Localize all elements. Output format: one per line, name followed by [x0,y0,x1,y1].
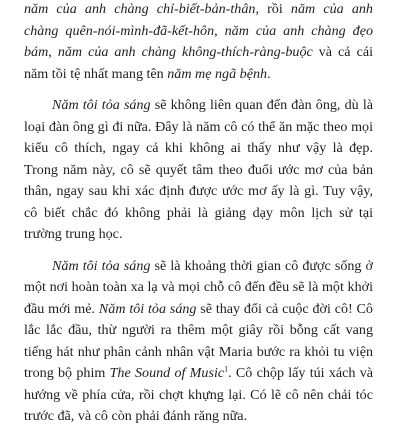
text-run: , [214,22,225,39]
text-run: năm của anh chàng quên-nói-mình-đã-kết-hôn [24,1,373,39]
text-run: sẽ không liên quan đến đàn ông, dù là loại đàn ông gì đi nữa. Đây là năm cô có thể ăn mặc theo mọi kiểu cô thích, ngay cả khi không ai thấy như vậy là đẹp. Trong năm này, cô sẽ quyết tâm theo đuổi ước mơ của bản thân, ngay sau khi xác định được ước mơ ấy là gì. Tuy vậy, cô biết chắc đó không phải là giảng dạy môn lịch sử tại trường trung học. [24,97,373,242]
text-run: sẽ là khoảng thời gian cô được sống ở một nơi hoàn toàn xa lạ và mọi chỗ cô đến đều sẽ là một khởi đầu mới mẻ. [24,257,374,317]
text-run: , [48,44,58,60]
text-run: Năm tôi tỏa sáng [52,257,151,274]
text-run: , rồi [255,1,291,17]
text-run: và cả cái năm tồi tệ nhất mang tên [24,44,373,82]
text-run: năm của anh chàng đẹo bám [24,22,373,60]
text-run: Năm tôi tỏa sáng [98,300,197,317]
text-run: sẽ thay đổi cả cuộc đời cô! Cô lắc lắc đầu, thừ người ra thêm một giây rồi bỗng cất vang tiếng hát như phân cảnh nhân vật Maria bước ra khỏi tu viện trong bộ phim [24,300,373,381]
text-run: Năm tôi tỏa sáng [52,97,151,113]
text-run: năm của anh chàng không-thích-ràng-buộc [57,44,313,60]
text-run: . [267,65,271,82]
footnote-marker: 1 [224,364,229,374]
text-run: . Cô chộp lấy túi xách và hướng về phía cửa, rồi chợt khựng lại. Có lẽ cô nên chải tóc trước đã, và cô còn phải đánh răng nữa. [24,365,374,424]
paragraph-continuation [24,0,373,85]
text-run: The Sound of Music [109,365,225,381]
paragraph [24,95,373,246]
text-run: năm của anh chàng chỉ-biết-bản-thân [24,1,256,17]
paragraph [24,256,373,428]
text-run: năm mẹ ngã bệnh [167,65,268,82]
